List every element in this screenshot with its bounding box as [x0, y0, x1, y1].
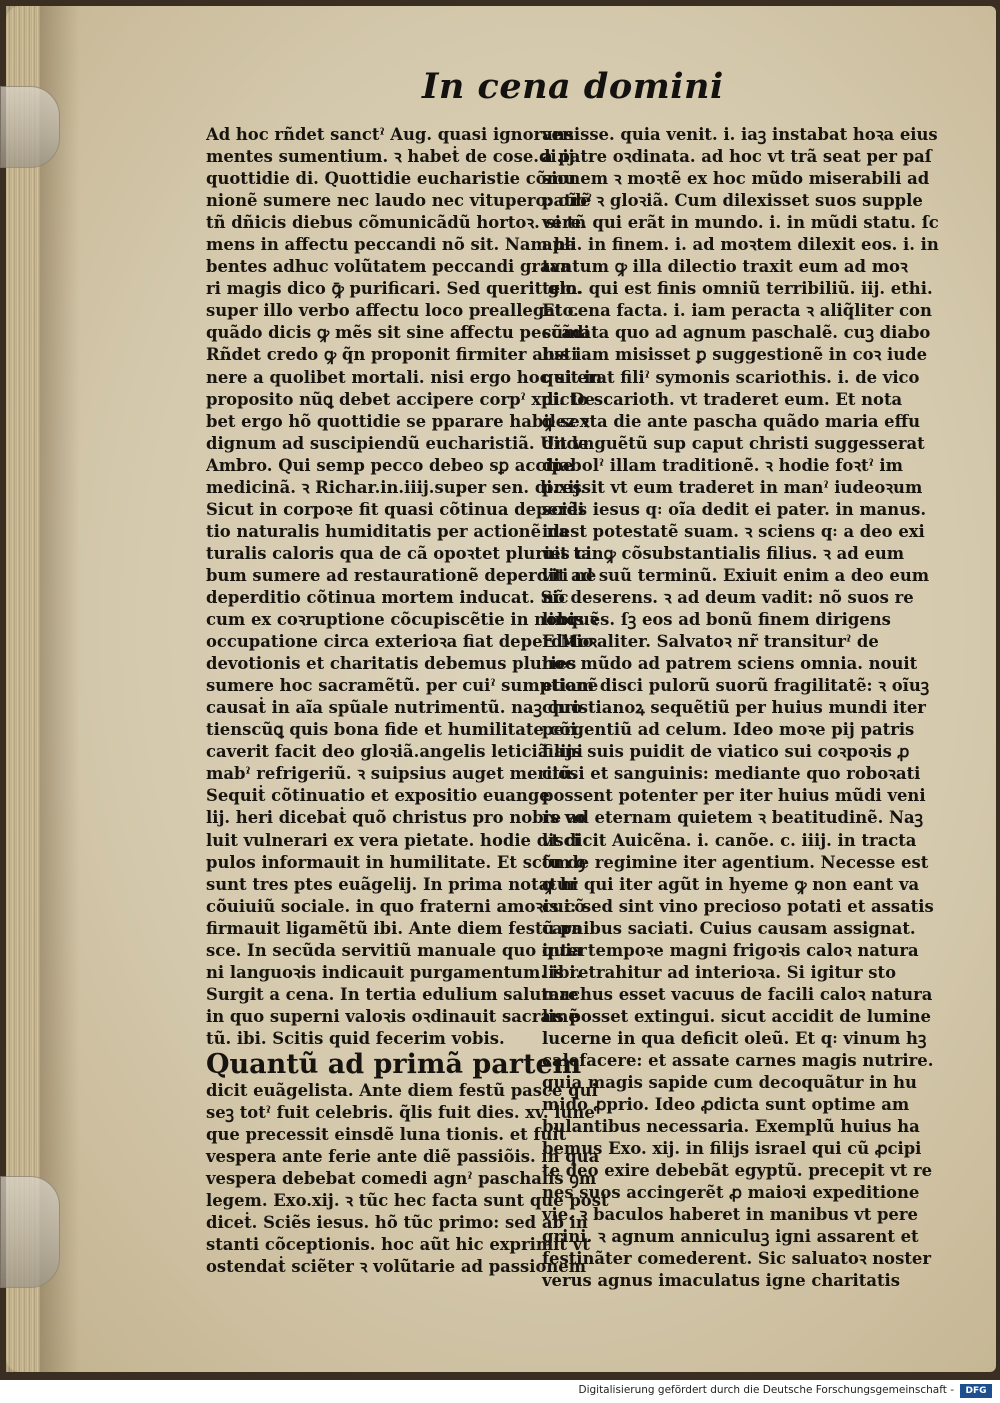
left-column-lines — [206, 124, 603, 1050]
text-line: tũ. ibi. Scitis quid fecerim vobis. — [206, 1028, 505, 1048]
footer-credit: Digitalisierung gefördert durch die Deutsche Forschungsgemeinschaft - — [578, 1384, 954, 1396]
left-column-lines-after — [206, 1080, 609, 1278]
clasp-bottom — [0, 1176, 60, 1288]
text-line: bulantibus necessaria. Exemplũ huius ha — [542, 1117, 920, 1137]
text-line: apłi. in finem. i. ad moꝛtem dilexit eos. i. in — [542, 235, 939, 255]
right-column-lines — [542, 124, 939, 1292]
text-line: cum ex coꝛruptione cõcupiscẽtie in nobis ꝛ — [206, 610, 598, 630]
text-line: proposito nũꝗ debet accipere corpˀ xpi. De — [206, 389, 595, 409]
text-line: devotionis et charitatis debemus pluries — [206, 654, 577, 674]
text-line: caverit facit deo gloꝛiã.angelis leticiã ani — [206, 742, 583, 762]
text-line: quia magis sapide cum decoquãtur in hu — [542, 1073, 917, 1093]
text-line: sce. In secũda servitiũ manuale quo inter — [206, 940, 587, 960]
text-line: vie. ꝛ baculos haberet in manibus vt pere — [542, 1205, 918, 1225]
text-line: sunt tres ptes euãgelij. In prima notatur — [206, 874, 578, 894]
text-line: re ad eternam quietem ꝛ beatitudinẽ. Naꝫ — [542, 808, 923, 828]
right-column — [542, 124, 939, 1292]
text-line: filijs suis puidit de viatico sui coꝛpoꝛis ꝓ — [542, 742, 910, 762]
text-line: diceṫ. Sciẽs iesus. hõ tũc primo: sed ab in — [206, 1213, 588, 1233]
text-line: linquẽs. ſꝫ eos ad bonũ finem dirigens — [542, 610, 891, 630]
text-line: nionẽ sumere nec laudo nec vitupero: oĩbˀ — [206, 191, 592, 211]
text-line: E Moꝛaliter. Salvatoꝛ nr̃ transiturˀ de — [542, 632, 879, 652]
text-line: occupatione circa exterioꝛa fiat deperditio — [206, 632, 594, 652]
text-line: stanti cõceptionis. hoc aũt hic exprimiṫ vt — [206, 1235, 590, 1255]
text-line: lis retrahitur ad interioꝛa. Si igitur sto — [542, 962, 897, 982]
text-line: ni languoꝛis indicauit purgamentum. ibi. — [206, 962, 582, 982]
text-line: sũmata quo ad agnum paschalẽ. cuꝫ diabo — [542, 323, 931, 343]
text-line: legem. Exo.xij. ꝛ tũc hec facta sunt que post — [206, 1191, 609, 1211]
text-line: vt dicit Auicẽna. i. canõe. c. iiij. in tracta — [542, 830, 917, 850]
left-column — [206, 124, 609, 1278]
text-line: vere. qui erãt in mundo. i. in mũdi statu. ſc — [542, 213, 939, 233]
dfg-logo: DFG — [960, 1384, 992, 1398]
text-line: ciosi et sanguinis: mediante quo roboꝛati — [542, 764, 921, 784]
text-line: dignum ad suscipiendũ eucharistiã. Unde — [206, 433, 589, 453]
text-line: machus esset vacuus de facili caloꝛ natura — [542, 984, 933, 1004]
text-line: ri magis dico ꝙ̄ purificari. Sed querit glo. — [206, 279, 582, 299]
text-line: sciẽs iesus q꞉ oĩa dedit ei pater. in manus. — [542, 499, 927, 519]
text-line: seꝫ totˀ fuit celebris. q̃lis fuit dies. xv. lune — [206, 1103, 595, 1123]
text-line: verus agnus imaculatus igne charitatis — [542, 1271, 900, 1291]
text-line: super illo verbo affectu loco preallegato. — [206, 301, 579, 321]
text-line: mido ꝓprio. Ideo ꝓdicta sunt optime am — [542, 1095, 910, 1115]
text-line: in quo superni valoꝛis oꝛdinauit sacramẽ — [206, 1006, 579, 1026]
text-line: dicit euãgelista. Ante diem festũ pasce qui — [206, 1080, 598, 1100]
text-line: dit vnguẽtũ sup caput christi suggesserat — [542, 433, 925, 453]
text-line: Ambro. Qui semp pecco debeo sꝑ accipe — [206, 455, 574, 475]
text-line: a patre oꝛdinata. ad hoc vt trã seat per paſ — [542, 147, 932, 167]
text-line: nõ deserens. ꝛ ad deum vadit: nõ suos re — [542, 587, 914, 607]
text-line: lucerne in qua deficit oleũ. Et q꞉ vinum hꝫ — [542, 1028, 927, 1048]
page-edges — [6, 6, 40, 1372]
text-line: te deo exire debebãt egyptũ. precepit vt re — [542, 1161, 933, 1181]
text-line: patrẽ ꝛ gloꝛiã. Cum dilexisset suos supple — [542, 191, 923, 211]
text-line: firmauit ligamẽtũ ibi. Ante diem festũ pa — [206, 918, 583, 938]
text-line: Et cena facta. i. iam peracta ꝛ aliq̃liter con — [542, 301, 932, 321]
text-line: pulos informauit in humilitate. Et scõm ꝯ — [206, 852, 586, 872]
text-line: ꝙ hi qui iter agũt in hyeme ꝙ non eant va — [542, 874, 920, 894]
text-line: tantum ꝙ illa dilectio traxit eum ad moꝛ — [542, 257, 908, 277]
text-line: bentes adhuc volũtatem peccandi grava — [206, 257, 571, 277]
text-line: calefacere: et assate carnes magis nutrire. — [542, 1050, 934, 1070]
text-line: vit ad suũ terminũ. Exiuit enim a deo eum — [542, 565, 930, 585]
text-line: Sicut in corpoꝛe fit quasi cõtinua deperdi — [206, 499, 585, 519]
text-line: medicinã. ꝛ Richar.in.iiij.super sen. di.xij. — [206, 477, 586, 497]
text-line: qui erat filiˀ symonis scariothis. i. de vico — [542, 367, 920, 387]
text-line: deperditio cõtinua mortem inducat. Sic — [206, 587, 569, 607]
text-line: tem. qui est finis omniũ terribiliũ. iij. ethi. — [542, 279, 933, 299]
text-line: diabolˀ illam traditionẽ. ꝛ hodie foꝛtˀ im — [542, 455, 904, 475]
text-line: luit vulnerari ex vera pietate. hodie disci — [206, 830, 580, 850]
text-line: nere a quolibet mortali. nisi ergo hoc sit in — [206, 367, 603, 387]
text-line: quia tempoꝛe magni frigoꝛis caloꝛ natura — [542, 940, 919, 960]
text-line: que precessit einsdẽ luna tionis. et fuit — [206, 1125, 567, 1145]
text-line: nes suos accingerẽt ꝓ maioꝛi expeditione — [542, 1183, 920, 1203]
text-line: vespera debebat comedi agnˀ paschalis ꝯm — [206, 1169, 597, 1189]
text-line: tio naturalis humiditatis per actionẽ na — [206, 521, 570, 541]
clasp-top — [0, 86, 60, 168]
text-line: sionem ꝛ moꝛtẽ ex hoc mũdo miserabili ad — [542, 169, 930, 189]
text-line: Rñdet credo ꝙ q̃n proponit firmiter absti — [206, 345, 578, 365]
text-line: lis posset extingui. sicut accidit de lumine — [542, 1006, 931, 1026]
text-line: causaṫ in aĩa spũale nutrimentũ. naꝫ quo — [206, 698, 583, 718]
text-line: tu de regimine iter agentium. Necesse est — [542, 852, 929, 872]
text-line: dicto scarioth. vt traderet eum. Et nota — [542, 389, 903, 409]
text-line: mens in affectu peccandi nõ sit. Nam ha — [206, 235, 577, 255]
text-line: vespera ante ferie ante diẽ passiõis. in qua — [206, 1147, 600, 1167]
gutter-shadow — [40, 6, 80, 1372]
text-line: mentes sumentium. ꝛ habeṫ de cose.di.ij. — [206, 147, 581, 167]
text-line: ꝙ sexta die ante pascha quãdo maria effu — [542, 411, 920, 431]
text-line: lus iam misisset ꝑ suggestionẽ in coꝛ iude — [542, 345, 928, 365]
text-line: idest potestatẽ suam. ꝛ sciens q꞉ a deo exi — [542, 521, 925, 541]
text-line: tienscũꝗ quis bona fide et humilitate cõi — [206, 720, 577, 740]
text-line: uit tanꝙ cõsubstantialis filius. ꝛ ad eum — [542, 543, 905, 563]
text-line: sumere hoc sacramẽtũ. per cuiˀ sumptionẽ — [206, 676, 599, 696]
running-head: In cena domini — [422, 66, 724, 107]
text-line: Ad hoc rñdet sanctˀ Aug. quasi ignorans — [206, 125, 574, 144]
text-line: hoc mũdo ad patrem sciens omnia. nouit — [542, 654, 918, 674]
text-line: turalis caloris qua de cã opoꝛtet pluries ci — [206, 543, 592, 563]
text-line: ostendaṫ sciẽter ꝛ volũtarie ad passionem — [206, 1257, 587, 1277]
footer-bar — [0, 1380, 1000, 1403]
text-line: etiam disci pulorũ suorũ fragilitatẽ: ꝛ oĩuꝫ — [542, 676, 930, 696]
text-line: cõuiuiũ sociale. in quo fraterni amoꝛis cõ — [206, 896, 586, 916]
book-page — [6, 6, 996, 1372]
text-line: pergentiũ ad celum. Ideo moꝛe pij patris — [542, 720, 915, 740]
text-line: quottidie di. Quottidie eucharistie cõmu — [206, 169, 576, 189]
text-line: christianoꝝ sequẽtiũ per huius mundi iter — [542, 698, 926, 718]
text-line: Sequiṫ cõtinuatio et expositio euange — [206, 786, 550, 806]
text-line: carnibus saciati. Cuius causam assignat. — [542, 918, 916, 938]
text-line: Surgit a cena. In tertia edulium salutare — [206, 984, 579, 1004]
text-line: quãdo dicis ꝙ mẽs sit sine affectu peccãdi — [206, 323, 590, 343]
text-line: bemus Exo. xij. in filijs israel qui cũ ꝓcipi — [542, 1139, 922, 1159]
text-line: possent potenter per iter huius mũdi veni — [542, 786, 926, 806]
text-line: bum sumere ad restaurationẽ deperditi ne — [206, 565, 597, 585]
text-line: cui: sed sint vino precioso potati et assatis — [542, 896, 934, 916]
text-line: lij. heri dicebaṫ quõ christus pro nobis vo — [206, 808, 586, 828]
text-line: tñ dñicis diebus cõmunicãdũ hortoꝛ. si tñ — [206, 213, 587, 233]
section-heading: Quantũ ad primã partem — [206, 1048, 582, 1080]
text-line: venisse. quia venit. i. iaꝫ instabat hoꝛa eius — [542, 125, 938, 144]
text-line: pressit vt eum traderet in manˀ iudeoꝛum — [542, 477, 923, 497]
text-line: mabˀ refrigeriũ. ꝛ suipsius auget meritũ. — [206, 764, 578, 784]
text-line: grini. ꝛ agnum anniculuꝫ igni assarent et — [542, 1227, 919, 1247]
text-line: festinãter comederent. Sic saluatoꝛ noster — [542, 1249, 931, 1269]
text-line: bet ergo hõ quottidie se pparare habilez ꝛ — [206, 411, 589, 431]
